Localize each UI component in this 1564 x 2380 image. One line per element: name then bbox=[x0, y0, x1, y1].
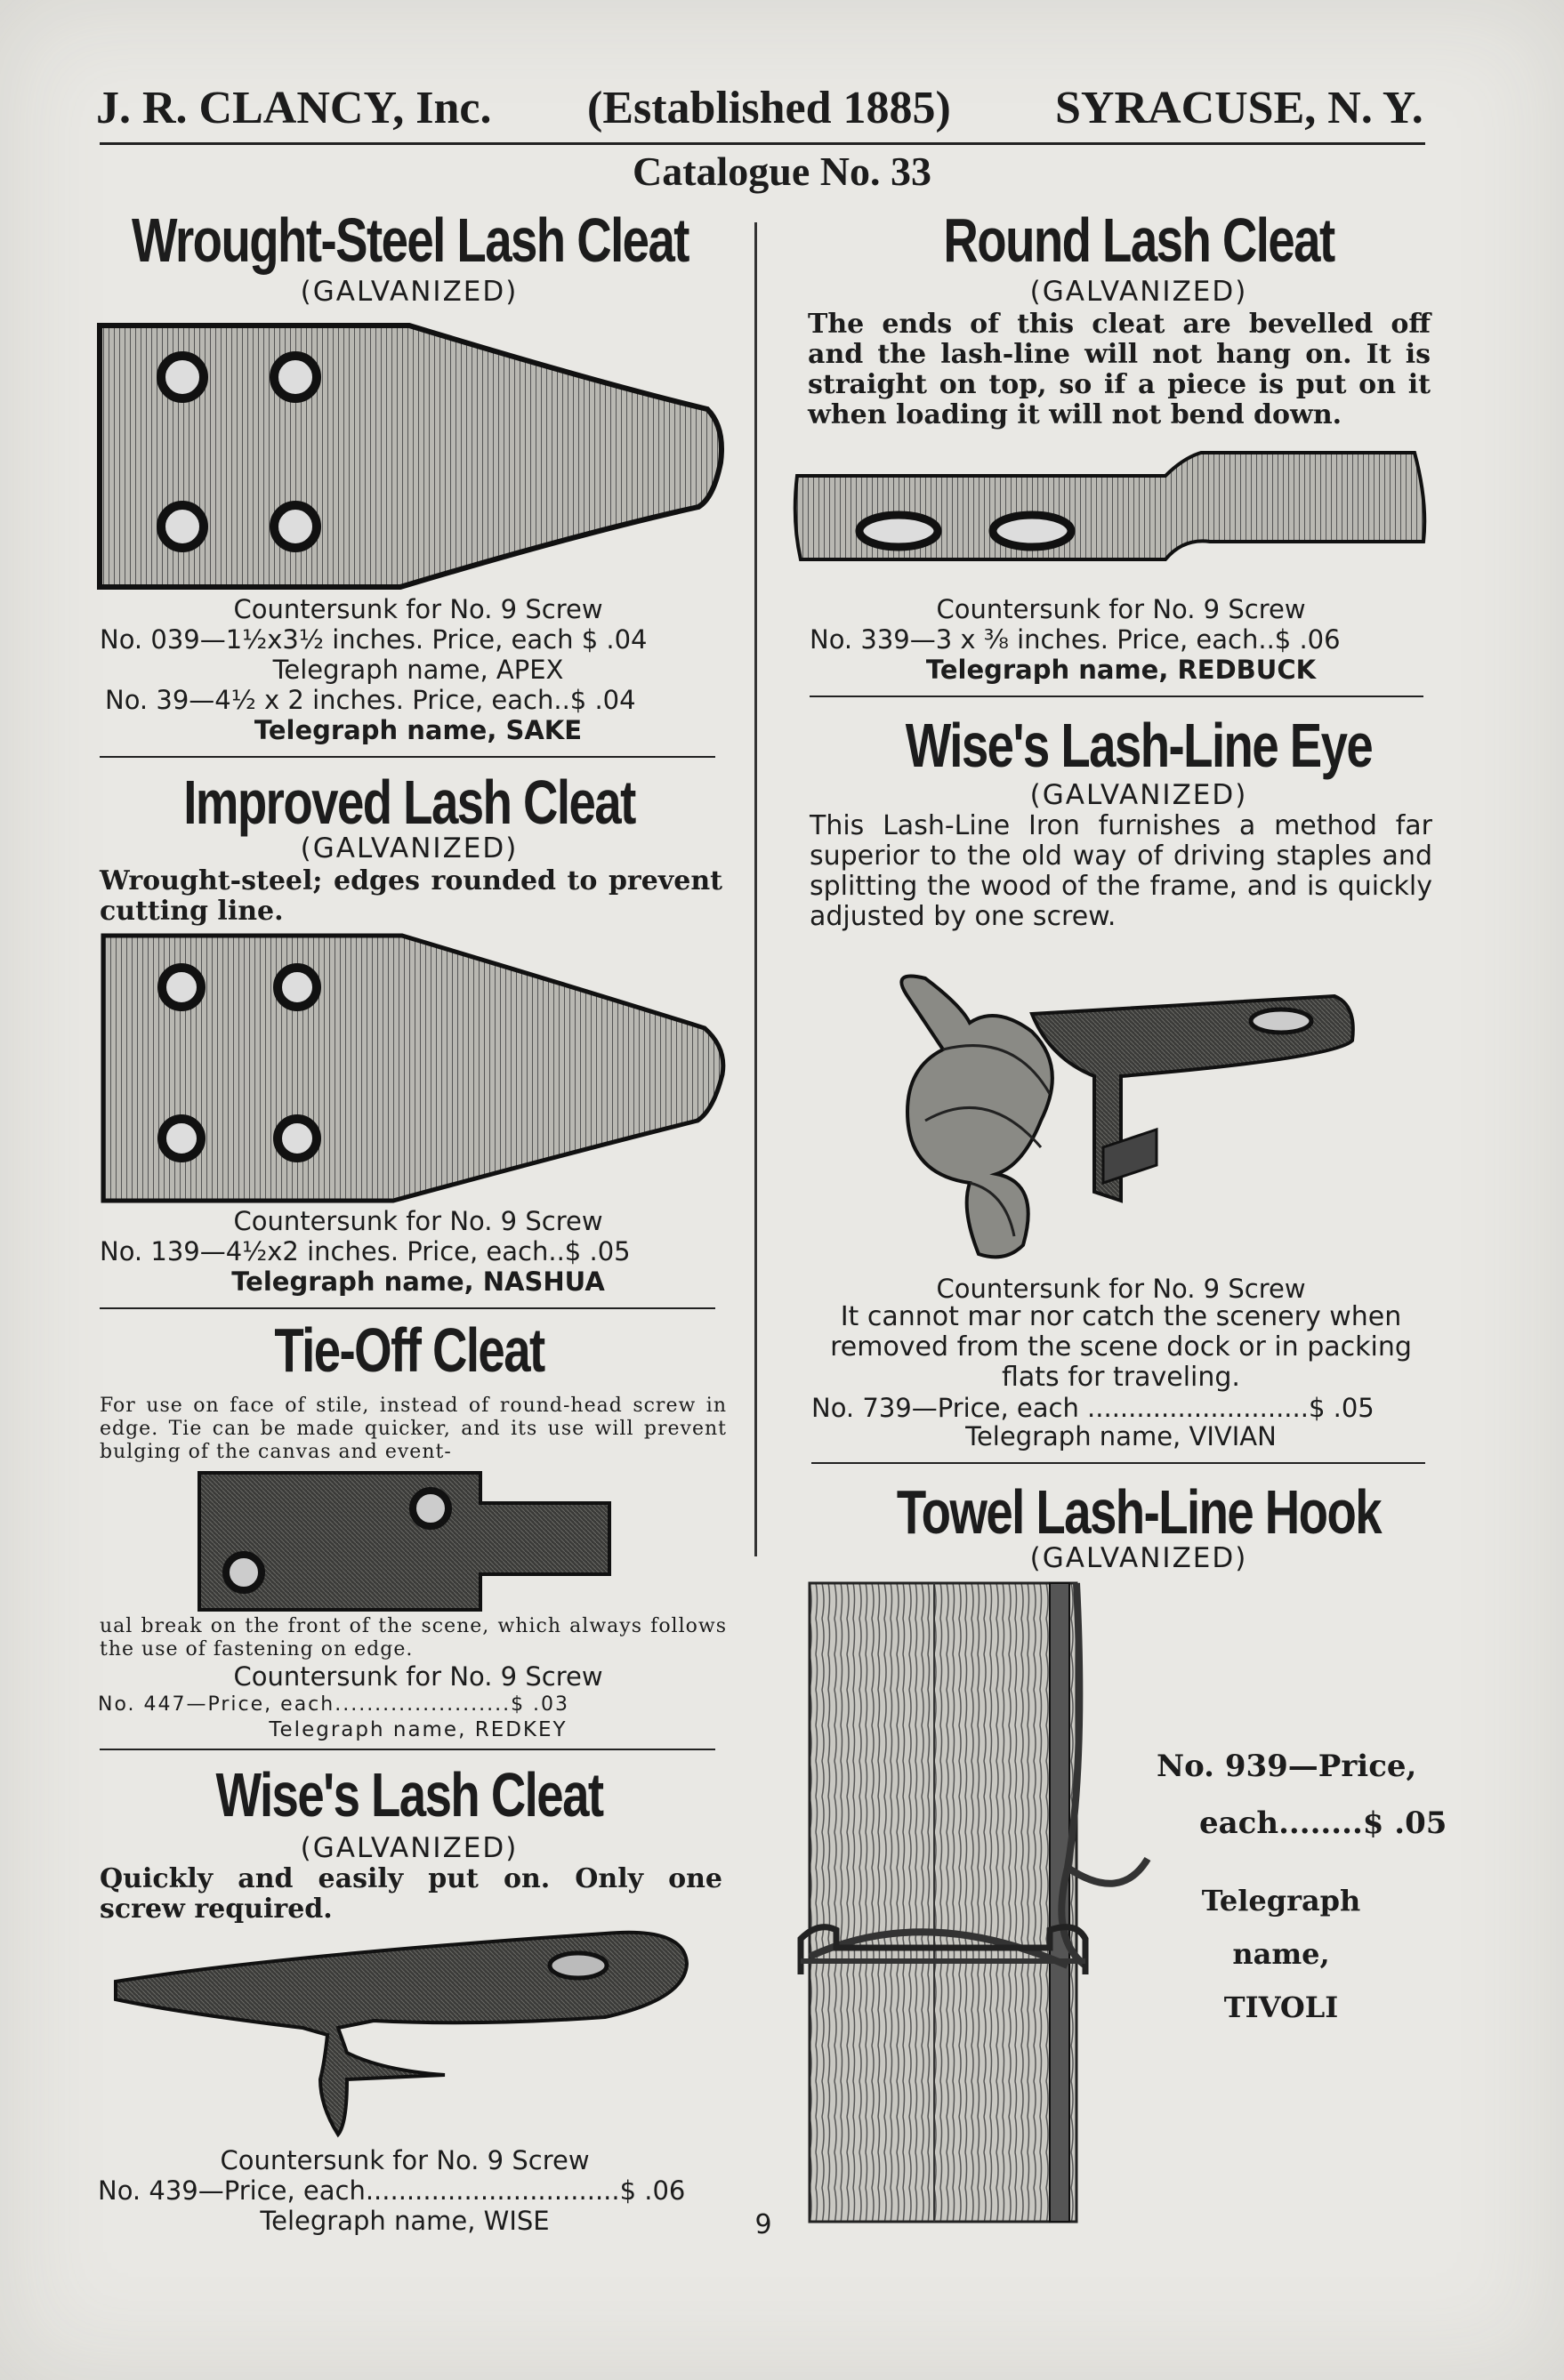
eye-title: Wise's Lash-Line Eye bbox=[905, 711, 1373, 780]
eye-telegraph-vivian: Telegraph name, VIVIAN bbox=[965, 1421, 1277, 1451]
tieoff-cleat-image bbox=[196, 1467, 614, 1619]
round-item-339: No. 339—3 x ⅜ inches. Price, each..$ .06 bbox=[810, 624, 1341, 655]
wise-cleat-countersunk: Countersunk for No. 9 Screw bbox=[220, 2145, 590, 2175]
towel-name-label: name, bbox=[1232, 1937, 1330, 1971]
towel-telegraph-tivoli: TIVOLI bbox=[1223, 1990, 1339, 2024]
towel-telegraph-label: Telegraph bbox=[1201, 1884, 1361, 1918]
towel-price-value: each........$ .05 bbox=[1199, 1805, 1447, 1841]
tieoff-countersunk: Countersunk for No. 9 Screw bbox=[233, 1661, 603, 1692]
catalogue-number: Catalogue No. 33 bbox=[632, 149, 932, 194]
eye-galvanized: (GALVANIZED) bbox=[1029, 779, 1248, 811]
wrought-telegraph-sake: Telegraph name, SAKE bbox=[254, 715, 583, 745]
improved-item-139: No. 139—4½x2 inches. Price, each..$ .05 bbox=[100, 1236, 631, 1266]
wrought-telegraph-apex: Telegraph name, APEX bbox=[272, 655, 564, 685]
company-name: J. R. CLANCY, Inc. bbox=[96, 83, 492, 133]
section-rule bbox=[810, 696, 1423, 697]
wrought-cleat-image bbox=[98, 320, 730, 596]
improved-telegraph-nashua: Telegraph name, NASHUA bbox=[231, 1266, 605, 1297]
established-year: (Established 1885) bbox=[587, 83, 951, 133]
round-galvanized: (GALVANIZED) bbox=[1029, 276, 1248, 308]
wise-cleat-galvanized: (GALVANIZED) bbox=[300, 1832, 519, 1864]
section-rule bbox=[100, 1307, 715, 1309]
wise-cleat-telegraph-wise: Telegraph name, WISE bbox=[260, 2206, 550, 2236]
tieoff-telegraph-redkey: Telegraph name, REDKEY bbox=[269, 1718, 568, 1741]
round-cleat-image bbox=[792, 449, 1432, 565]
round-title: Round Lash Cleat bbox=[943, 205, 1334, 275]
header-rule bbox=[100, 142, 1425, 145]
wrought-countersunk: Countersunk for No. 9 Screw bbox=[233, 594, 603, 624]
tieoff-description-2: ual break on the front of the scene, which always follows the use of fastening on edge. bbox=[100, 1615, 727, 1660]
towel-hook-image bbox=[783, 1583, 1174, 2223]
wise-cleat-item-439: No. 439—Price, each...............................$ .06 bbox=[98, 2175, 686, 2206]
round-telegraph-redbuck: Telegraph name, REDBUCK bbox=[925, 655, 1317, 685]
lash-line-eye-image bbox=[890, 969, 1361, 1272]
section-rule bbox=[100, 756, 715, 758]
city: SYRACUSE, N. Y. bbox=[1055, 83, 1423, 133]
wrought-item-39: No. 39—4½ x 2 inches. Price, each..$ .04 bbox=[105, 685, 636, 715]
wise-cleat-title: Wise's Lash Cleat bbox=[215, 1760, 603, 1829]
section-rule bbox=[100, 1749, 715, 1750]
improved-description: Wrought-steel; edges rounded to prevent cutting line. bbox=[100, 865, 722, 927]
eye-item-739: No. 739—Price, each ...........................$ .05 bbox=[811, 1393, 1375, 1423]
improved-title: Improved Lash Cleat bbox=[183, 768, 635, 837]
towel-galvanized: (GALVANIZED) bbox=[1029, 1542, 1248, 1574]
wrought-item-039: No. 039—1½x3½ inches. Price, each $ .04 bbox=[100, 624, 648, 655]
tieoff-description-1: For use on face of stile, instead of round-head screw in edge. Tie can be made quicker, and its use will prevent bulging of the canvas and event- bbox=[100, 1395, 727, 1463]
eye-countersunk: Countersunk for No. 9 Screw bbox=[936, 1274, 1306, 1304]
page-number: 9 bbox=[754, 2209, 772, 2240]
eye-description: This Lash-Line Iron furnishes a method far superior to the old way of driving staples and splitting the wood of the frame, and is quickly adjusted by one screw. bbox=[810, 810, 1432, 932]
wise-cleat-description: Quickly and easily put on. Only one screw required. bbox=[100, 1863, 722, 1925]
eye-description-2: It cannot mar nor catch the scenery when removed from the scene dock or in packing flats for traveling. bbox=[830, 1301, 1412, 1393]
tieoff-item-447: No. 447—Price, each......................$ .03 bbox=[98, 1693, 570, 1716]
towel-price-label: No. 939—Price, bbox=[1157, 1749, 1417, 1784]
improved-countersunk: Countersunk for No. 9 Screw bbox=[233, 1206, 603, 1236]
wrought-title: Wrought-Steel Lash Cleat bbox=[132, 205, 689, 275]
improved-cleat-image bbox=[100, 932, 731, 1208]
section-rule bbox=[811, 1462, 1425, 1464]
column-divider bbox=[754, 222, 757, 1556]
wrought-galvanized: (GALVANIZED) bbox=[300, 276, 519, 308]
tieoff-title: Tie-Off Cleat bbox=[274, 1315, 544, 1385]
wise-cleat-image bbox=[107, 1928, 694, 2142]
improved-galvanized: (GALVANIZED) bbox=[300, 832, 519, 864]
round-countersunk: Countersunk for No. 9 Screw bbox=[936, 594, 1306, 624]
round-description: The ends of this cleat are bevelled off and the lash-line will not hang on. It is straight on top, so if a piece is put on it when loading it will not bend down. bbox=[808, 309, 1431, 430]
towel-title: Towel Lash-Line Hook bbox=[896, 1477, 1382, 1547]
